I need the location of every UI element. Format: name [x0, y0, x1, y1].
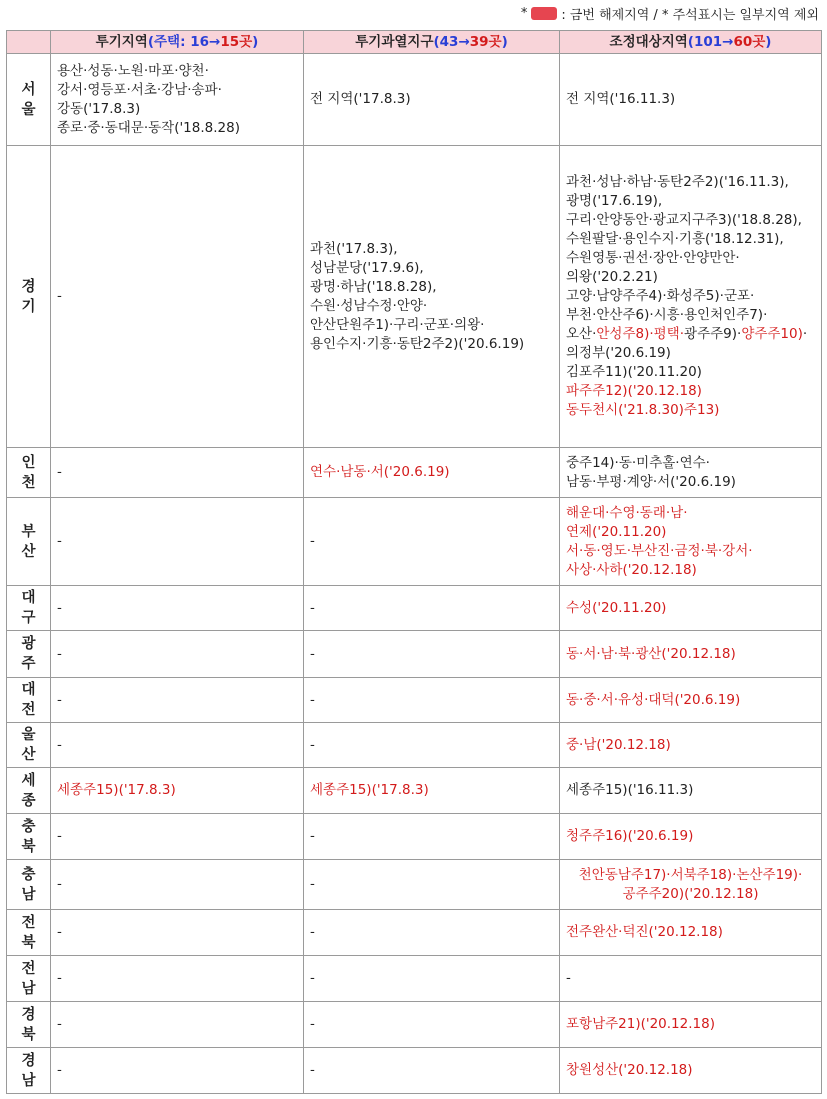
cell-adjustment: 청주주16)('20.6.19): [560, 814, 822, 860]
cell-speculation: 세종주15)('17.8.3): [51, 768, 304, 814]
cell-speculation: -: [51, 678, 304, 723]
table-row: [7, 956, 822, 1002]
region-label: 부산: [7, 498, 51, 586]
cell-overheated: -: [304, 1002, 560, 1048]
legend: [521, 4, 819, 23]
cell-overheated: -: [304, 814, 560, 860]
legend-swatch-red: [531, 7, 557, 20]
table-row: [7, 768, 822, 814]
cell-adjustment: 수성('20.11.20): [560, 586, 822, 631]
cell-adjustment: 천안동남주17)·서북주18)·논산주19)· 공주주20)('20.12.18): [560, 860, 822, 910]
cell-speculation: -: [51, 910, 304, 956]
legend-prefix: *: [520, 6, 528, 21]
cell-speculation: -: [51, 860, 304, 910]
cell-overheated: 과천('17.8.3), 성남분당('17.9.6), 광명·하남('18.8.28), 수원·성남수정·안양· 안산단원주1)·구리·군포·의왕· 용인수지·기흥·동탄2주2)('20.6.19): [304, 146, 560, 448]
header-speculation-zone: 투기지역(주택: 16→15곳): [51, 31, 304, 54]
cell-speculation: -: [51, 498, 304, 586]
table-row: [7, 586, 822, 631]
cell-overheated: -: [304, 678, 560, 723]
table-row: [7, 1002, 822, 1048]
cell-adjustment: 전 지역('16.11.3): [560, 54, 822, 146]
region-label: 인천: [7, 448, 51, 498]
table-row: [7, 448, 822, 498]
table-row: [7, 54, 822, 146]
cell-speculation: -: [51, 146, 304, 448]
cell-overheated: -: [304, 498, 560, 586]
region-label: 서울: [7, 54, 51, 146]
cell-speculation: -: [51, 956, 304, 1002]
region-label: 경남: [7, 1048, 51, 1094]
cell-adjustment: 전주완산·덕진('20.12.18): [560, 910, 822, 956]
cell-adjustment: 창원성산('20.12.18): [560, 1048, 822, 1094]
cell-speculation: -: [51, 448, 304, 498]
region-label: 전남: [7, 956, 51, 1002]
cell-speculation: -: [51, 586, 304, 631]
table-row: [7, 498, 822, 586]
cell-overheated: 세종주15)('17.8.3): [304, 768, 560, 814]
cell-overheated: -: [304, 1048, 560, 1094]
legend-text: : 금번 해제지역 / * 주석표시는 일부지역 제외: [561, 8, 819, 23]
cell-speculation: -: [51, 1048, 304, 1094]
region-label: 대전: [7, 678, 51, 723]
cell-adjustment: 동·서·남·북·광산('20.12.18): [560, 631, 822, 678]
cell-adjustment: -: [560, 956, 822, 1002]
table-row: [7, 146, 822, 448]
region-label: 대구: [7, 586, 51, 631]
region-label: 울산: [7, 723, 51, 768]
cell-overheated: -: [304, 723, 560, 768]
header-overheated-district: 투기과열지구(43→39곳): [304, 31, 560, 54]
region-label: 세종: [7, 768, 51, 814]
table-row: [7, 1048, 822, 1094]
region-label: 충남: [7, 860, 51, 910]
cell-overheated: 연수·남동·서('20.6.19): [304, 448, 560, 498]
header-row: [7, 31, 822, 54]
header-corner: [7, 31, 51, 54]
table-row: [7, 860, 822, 910]
table-row: [7, 910, 822, 956]
region-label: 충북: [7, 814, 51, 860]
table-row: [7, 723, 822, 768]
cell-adjustment: 중·남('20.12.18): [560, 723, 822, 768]
table-row: [7, 631, 822, 678]
cell-speculation: -: [51, 1002, 304, 1048]
cell-overheated: -: [304, 860, 560, 910]
cell-overheated: -: [304, 631, 560, 678]
cell-adjustment: 세종주15)('16.11.3): [560, 768, 822, 814]
region-label: 전북: [7, 910, 51, 956]
cell-adjustment: 동·중·서·유성·대덕('20.6.19): [560, 678, 822, 723]
region-label: 광주: [7, 631, 51, 678]
cell-adjustment: 포항남주21)('20.12.18): [560, 1002, 822, 1048]
cell-adjustment: 과천·성남·하남·동탄2주2)('16.11.3), 광명('17.6.19), 구리·안양동안·광교지구주3)('18.8.28), 수원팔달·용인수지·기흥('18.12.31), 수원영통·권선·장안·안양만안· 의왕('20.2.21) 고양·남양주주4)·화성주5)·군포· 부천·안산주6)·시흥·용인처인주7)· 오산·안성주8)·평택·광주주9)·양주주10)· 의정부('20.6.19) 김포주11)('20.11.20) 파주주12)('20.12.18) 동두천시('21.8.30)주13): [560, 146, 822, 448]
cell-speculation: -: [51, 814, 304, 860]
region-label: 경기: [7, 146, 51, 448]
cell-overheated: -: [304, 956, 560, 1002]
table-row: [7, 678, 822, 723]
cell-adjustment: 해운대·수영·동래·남· 연제('20.11.20) 서·동·영도·부산진·금정·북·강서· 사상·사하('20.12.18): [560, 498, 822, 586]
table-row: [7, 814, 822, 860]
header-adjustment-target: 조정대상지역(101→60곳): [560, 31, 822, 54]
cell-adjustment: 중주14)·동·미추홀·연수· 남동·부평·계양·서('20.6.19): [560, 448, 822, 498]
region-label: 경북: [7, 1002, 51, 1048]
cell-overheated: -: [304, 910, 560, 956]
cell-speculation: 용산·성동·노원·마포·양천· 강서·영등포·서초·강남·송파· 강동('17.8.3) 종로·중·동대문·동작('18.8.28): [51, 54, 304, 146]
cell-speculation: -: [51, 723, 304, 768]
cell-overheated: 전 지역('17.8.3): [304, 54, 560, 146]
cell-overheated: -: [304, 586, 560, 631]
regulation-table: [6, 30, 822, 1094]
cell-speculation: -: [51, 631, 304, 678]
